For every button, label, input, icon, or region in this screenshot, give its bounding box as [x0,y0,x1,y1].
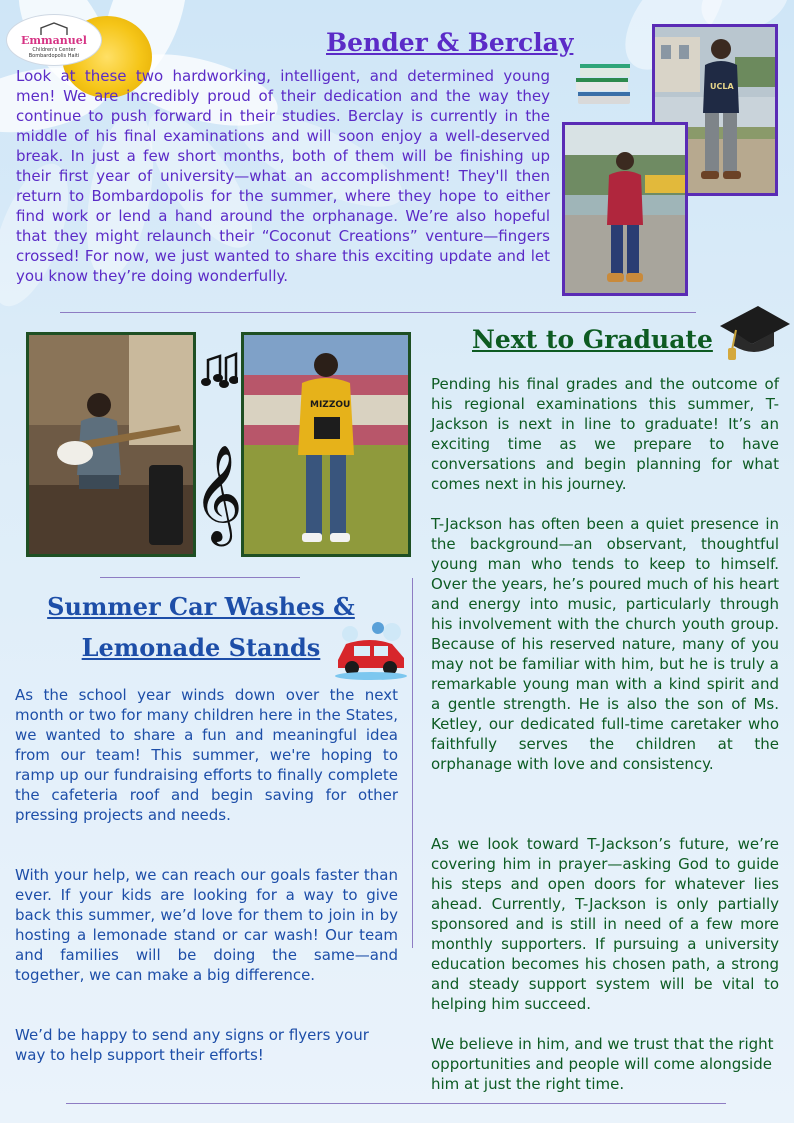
graduation-cap-icon [716,296,792,366]
car-wash-icon [330,620,412,680]
books-icon [574,60,634,108]
music-notes-icon [200,350,238,390]
bender-berclay-title: Bender & Berclay [326,28,574,57]
ucla-shirt-text: UCLA [710,82,734,91]
logo-line1: Children's Center [32,47,76,53]
photo-student-mizzou [241,332,411,557]
photo-guitar-player [26,332,196,557]
logo-brand: Emmanuel [21,34,87,47]
divider-summer [100,577,300,578]
summer-paragraph-3: We’d be happy to send any signs or flyers your way to help support their efforts! [15,1026,369,1064]
divider-bottom [66,1103,726,1104]
next-to-graduate-title: Next to Graduate [472,325,713,354]
house-icon [39,21,69,35]
logo-line2: Bombardopolis Haiti [28,53,80,59]
summer-paragraph-1: As the school year winds down over the next month or two for many children here in the States, we wanted to share a fun and meaningful idea from our team! This summer, we're hoping to ramp up our fundraising efforts to finally complete the cafeteria roof and begin saving for other pressing projects and needs. [15,686,398,824]
photo-student-red-shirt [562,122,688,296]
org-logo [6,14,102,66]
divider-vertical [412,578,413,948]
graduate-paragraph-1: Pending his final grades and the outcome of his regional examinations this summer, T-Jackson is next in line to graduate! It’s an exciting time as we prepare to have conversations and begin planning for what comes next in his journey. [431,375,779,493]
graduate-paragraph-4: We believe in him, and we trust that the right opportunities and people will come alongside him at just the right time. [431,1035,774,1093]
summer-title-line1: Summer Car Washes & [47,592,355,621]
mizzou-shirt-text: MIZZOU [310,400,351,410]
graduate-paragraph-3: As we look toward T-Jackson’s future, we’re covering him in prayer—asking God to guide his steps and open doors for whatever lies ahead. Currently, T-Jackson is only partially sponsored and is still in need of a few more monthly supporters. If pursuing a university education becomes his chosen path, a strong and steady support system will be vital to helping him succeed. [431,835,779,1013]
bender-berclay-body: Look at these two hardworking, intelligent, and determined young men! We are incredibly proud of their dedication and the way they continue to push forward in their studies. Berclay is currently in the middle of his final examinations and will soon enjoy a well-deserved break. In just a few short months, both of them will be finishing up their first year of university—what an accomplishment! They'll then return to Bombardopolis for the summer, where they hope to either find work or lend a hand around the orphanage. We’re also hopeful that they might relaunch their “Coconut Creations” venture—fingers crossed! For now, we just wanted to share this exciting update and let you know they’re doing wonderfully. [16,67,550,285]
graduate-paragraph-2: T-Jackson has often been a quiet presence in the background—an observant, thoughtful young man who tends to keep to himself. Over the years, he’s poured much of his heart and energy into music, particularly through his involvement with the church youth group. Because of his reserved nature, many of you may not be familiar with him, but he is truly a remarkable young man with a kind spirit and a gentle strength. He is also the son of Ms. Ketley, our dedicated full-time caretaker who faithfully serves the children at the orphanage with love and consistency. [431,515,779,773]
divider-top [60,312,696,313]
treble-clef-icon: 𝄞 [193,444,243,542]
summer-title-line2: Lemonade Stands [81,633,321,662]
summer-paragraph-2: With your help, we can reach our goals faster than ever. If your kids are looking for a way to give back this summer, we’d love for them to join in by hosting a lemonade stand or car wash! Our team and families will be doing the same—and together, we can make a big difference. [15,866,398,984]
